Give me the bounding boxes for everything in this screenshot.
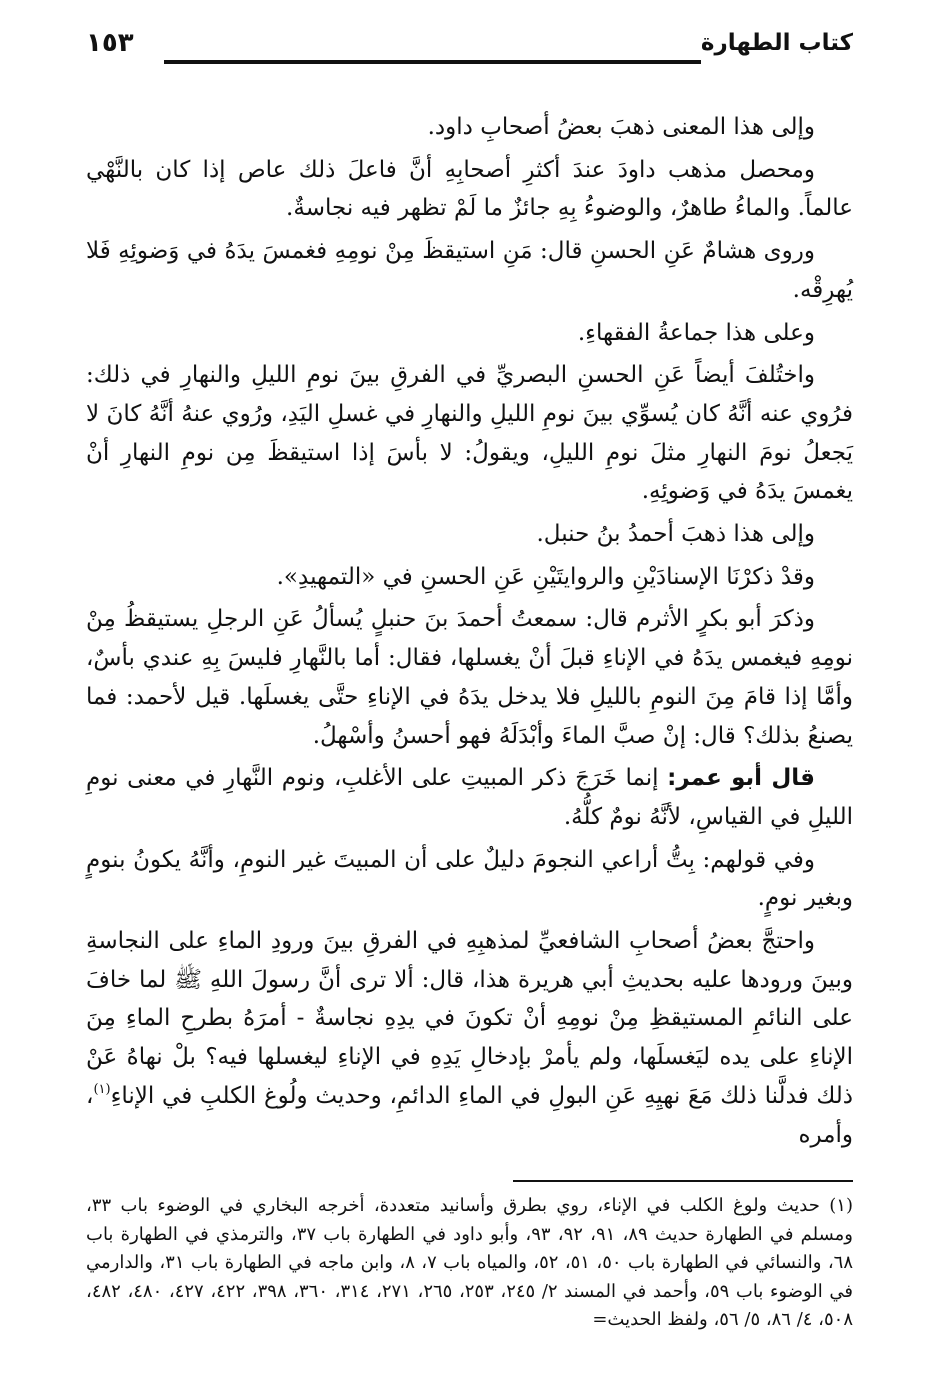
header-rule — [164, 60, 701, 64]
book-title: كتاب الطهارة — [700, 30, 853, 56]
paragraph-7 — [86, 558, 853, 597]
paragraph-text: وروى هشامٌ عَنِ الحسنِ قال: مَنِ استيقظَ مِنْ نومِهِ فغمسَ يدَهُ في وَضوئِهِ فَلا يُهرِقْه. — [86, 238, 853, 303]
footnote-text: (١) حديث ولوغ الكلب في الإناء، روي بطرق وأسانيد متعددة، أخرجه البخاري في الوضوء باب ٣٣، ومسلم في الطهارة حديث ٨٩، ٩١، ٩٢، ٩٣، وأبو داود في الطهارة باب ٣٧، والترمذي في الطهارة باب ٦٨، والنسائي في الطهارة باب ٥٠، ٥١، ٥٢، والمياه باب ٧، ٨، وابن ماجه في الطهارة باب ٣١، والدارمي في الوضوء باب ٥٩، وأحمد في المسند ٢/ ٢٤٥، ٢٥٣، ٢٦٥، ٢٧١، ٣١٤، ٣٦٠، ٣٩٨، ٤٢٢، ٤٢٧، ٤٨٠، ٤٨٢، ٥٠٨، ٤/ ٨٦، ٥/ ٥٦، ولفظ الحديث= — [86, 1195, 854, 1330]
paragraph-1 — [86, 108, 853, 147]
paragraph-2 — [86, 151, 853, 228]
running-header — [86, 22, 853, 72]
paragraph-text: ومحصل مذهب داودَ عندَ أكثرِ أصحابِهِ أنَّ فاعلَ ذلك عاص إذا كان بالنَّهْي عالماً. والماءُ طاهرٌ، والوضوءُ بِهِ جائزٌ ما لَمْ تظهر فيه نجاسةٌ. — [86, 156, 853, 222]
speaker-lead: قال أبو عمر: — [667, 765, 815, 792]
paragraph-8 — [86, 600, 853, 755]
page-number: ١٥٣ — [86, 28, 134, 58]
paragraph-text: وعلى هذا جماعةُ الفقهاءِ. — [577, 319, 815, 346]
footnote-1 — [86, 1192, 853, 1335]
paragraph-text: وقدْ ذكرْنَا الإسنادَيْنِ والروايتَيْنِ عَنِ الحسنِ في «التمهيدِ». — [276, 563, 815, 590]
paragraph-5 — [86, 356, 853, 511]
footnote-separator — [513, 1180, 853, 1182]
paragraph-text-tail: ، وأمره — [86, 1082, 853, 1148]
paragraph-text: إنما خَرَجَ ذكر المبيتِ على الأغلبِ، ونوم النَّهارِ في معنى نومِ الليلِ في القياسِ، لأنَّهُ نومٌ كلُّهُ. — [86, 765, 853, 830]
footnote-marker[interactable]: (١) — [93, 1081, 111, 1097]
paragraph-text: واحتجَّ بعضُ أصحابِ الشافعيِّ لمذهبِهِ في الفرقِ بينَ ورودِ الماءِ على النجاسةِ وبينَ ورودها عليه بحديثِ أبي هريرة هذا، قال: ألا ترى أنَّ رسولَ اللهِ ﷺ لما خافَ على النائمِ المستيقظِ مِنْ نومِهِ أنْ تكونَ في يدِهِ نجاسةٌ - أمرَهُ بطرحِ الماءِ مِنَ الإناءِ على يده ليَغسلَها، ولم يأمرْ بإدخالِ يَدِهِ في الإناءِ ليغسلها فيه؟ بلْ نهاهُ عَنْ ذلك فدلَّنا ذلك مَعَ نهيِهِ عَنِ البولِ في الماءِ الدائمِ، وحديث ولُوغ الكلبِ في الإناءِ — [86, 928, 853, 1109]
paragraph-text: وفي قولهم: بِتُّ أراعي النجومَ دليلٌ على أن المبيتَ غير النومِ، وأنَّهُ يكونُ بنومٍ وبغير نومٍ. — [86, 846, 853, 912]
paragraph-text: وإلى هذا المعنى ذهبَ بعضُ أصحابِ داود. — [427, 114, 815, 140]
paragraph-text: واختُلفَ أيضاً عَنِ الحسنِ البصريِّ في الفرقِ بينَ نومِ الليلِ والنهارِ في ذلك: فرُوي عنه أنَّهُ كان يُسوِّي بينَ نومِ الليلِ والنهارِ في غسلِ اليَدِ، ورُوي عنهُ أنَّهُ كانَ لا يَجعلُ نومَ النهارِ مثلَ نومِ الليلِ، ويقولُ: لا بأسَ إذا استيقظَ مِن نومِ النهارِ أنْ يغمسَ يدَهُ في وَضوئِهِ. — [86, 362, 853, 505]
paragraph-11 — [86, 922, 853, 1154]
paragraph-text: وذكرَ أبو بكرٍ الأثرم قال: سمعتُ أحمدَ بنَ حنبلٍ يُسألُ عَنِ الرجلِ يستيقظُ مِنْ نومِهِ فيغمس يدَهُ في الإناءِ قبلَ أنْ يغسلها، فقال: أما بالنَّهارِ فليسَ بِهِ عندي بأسٌ، وأمَّا إذا قامَ مِنَ النومِ بالليلِ فلا يدخل يدَهُ في الإناءِ حتَّى يغسلَها. قيل لأحمد: فما يصنعُ بذلك؟ قال: إنْ صبَّ الماءَ وأبْدَلَهُ فهو أحسنُ وأسْهلُ. — [86, 606, 853, 749]
paragraph-3 — [86, 232, 853, 309]
paragraph-9 — [86, 759, 853, 836]
paragraph-6 — [86, 515, 853, 554]
paragraph-text: وإلى هذا ذهبَ أحمدُ بنُ حنبل. — [536, 521, 815, 548]
paragraph-10 — [86, 841, 853, 918]
main-text — [86, 108, 853, 1158]
paragraph-4 — [86, 314, 853, 353]
